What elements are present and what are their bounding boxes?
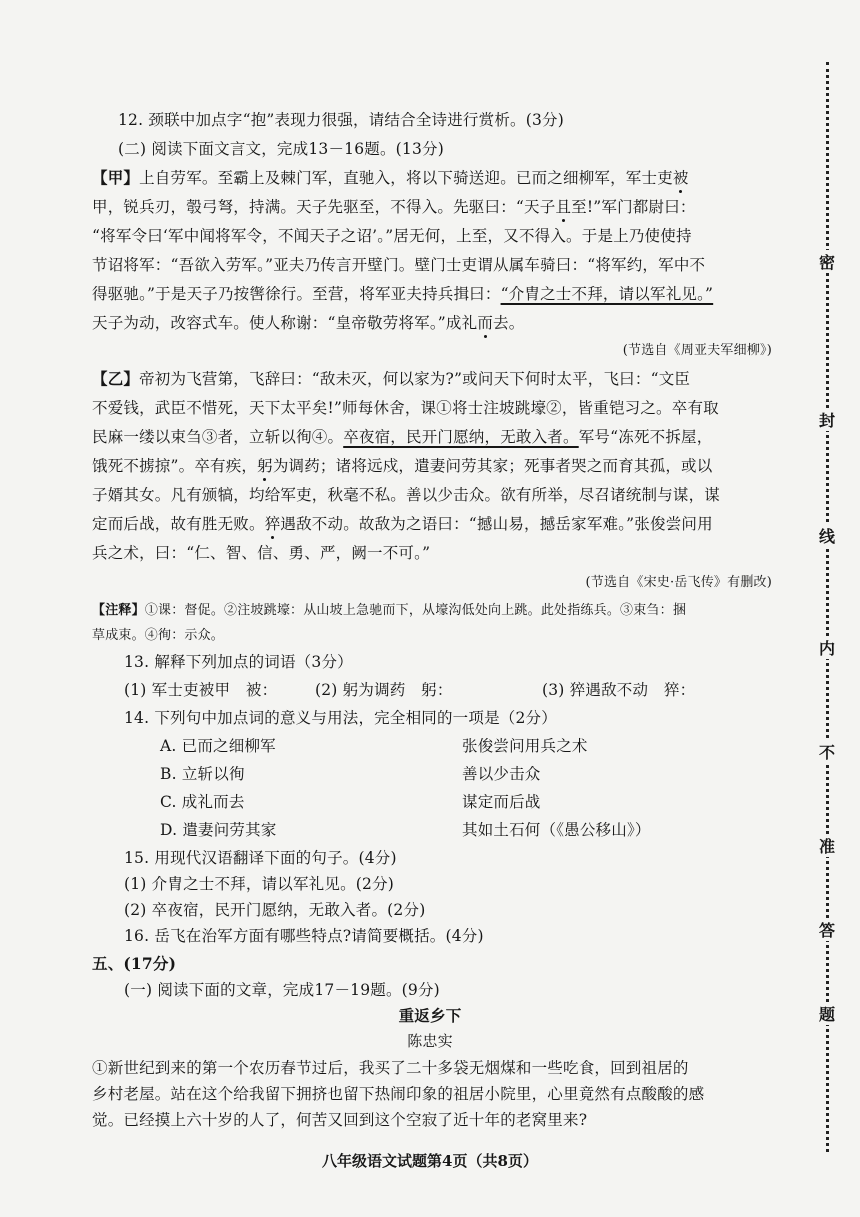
essay-author: 陈忠实 <box>407 1032 453 1050</box>
passage-jia-source: (节选自《周亚夫军细柳》) <box>622 343 772 358</box>
jia-text: 天子为动，改容式车。使人称谢：“皇帝敬劳将军。”成礼 <box>92 314 478 332</box>
underlined-sentence: “介胄之士不拜，请以军礼见。” <box>500 285 714 303</box>
page-footer: 八年级语文试题第4页（共8页） <box>322 1152 538 1170</box>
notes-line-1 <box>92 599 686 618</box>
q14-option-b-right: 善以少击众 <box>462 765 541 783</box>
section-5-sub: (一) 阅读下面的文章，完成17－19题。(9分) <box>124 981 440 999</box>
passage-jia-line-5 <box>92 282 713 304</box>
seal-char: 不 <box>815 740 839 763</box>
passage-yi-line-7: 兵之术，曰：“仁、智、信、勇、严，阙一不可。” <box>92 544 431 562</box>
q14-option-a-right: 张俊尝问用兵之术 <box>462 737 588 755</box>
question-14: 14. 下列句中加点词的意义与用法，完全相同的一项是（2分） <box>124 709 557 727</box>
q14-option-c-left: C. 成礼而去 <box>160 793 245 811</box>
passage-yi-line-2: 不爱钱，武臣不惜死，天下太平矣!”师每休舍，课①将士注坡跳壕②，皆重铠习之。卒有取 <box>92 399 719 417</box>
passage-yi-line-6 <box>92 512 713 534</box>
jia-text: 得驱驰。”于是天子乃按辔徐行。至营，将军亚夫持兵揖曰： <box>92 285 501 303</box>
q13-item-2: (2) 躬为调药 躬： <box>315 681 453 699</box>
passage-yi-line-4 <box>92 454 712 476</box>
passage-yi-line-1 <box>92 367 690 389</box>
dotted-char: 被 <box>673 166 689 188</box>
seal-char: 答 <box>815 918 839 941</box>
jia-text: 上自劳军。至霸上及棘门军，直驰入，将以下骑送迎。已而之细柳军，军士吏 <box>139 169 673 187</box>
section-5-heading: 五、(17分) <box>92 954 177 973</box>
passage-yi-tag: 【乙】 <box>92 369 140 388</box>
passage-yi-source: (节选自《宋史·岳飞传》有删改) <box>585 575 772 590</box>
yi-text: 军号“冻死不拆屋， <box>578 428 713 446</box>
essay-paragraph-1-line-3: 觉。已经摸上六十岁的人了，何苦又回到这个空寂了近十年的老窝里来? <box>92 1111 588 1129</box>
notes-text: ①课：督促。②注坡跳壕：从山坡上急驰而下，从壕沟低处向上跳。此处指练兵。③束刍：捆 <box>144 603 687 618</box>
passage-jia-tag: 【甲】 <box>92 168 140 187</box>
yi-text: 民麻一缕以束刍③者，立斩以徇④。 <box>92 428 344 446</box>
passage-yi-line-3 <box>92 425 712 447</box>
question-16: 16. 岳飞在治军方面有哪些特点?请简要概括。(4分) <box>124 927 484 945</box>
passage-yi-line-5: 子婿其女。凡有颁犒，均给军吏，秋毫不私。善以少击众。欲有所举，尽召诸统制与谋，谋 <box>92 486 721 504</box>
seal-char: 线 <box>815 524 839 547</box>
question-12: 12. 颈联中加点字“抱”表现力很强，请结合全诗进行赏析。(3分) <box>118 111 564 129</box>
yi-text: 为调药；诸将远戍，遣妻问劳其家；死事者哭之而育其孤，或以 <box>272 457 713 475</box>
question-13: 13. 解释下列加点的词语（3分） <box>124 653 353 671</box>
jia-text: 甲，锐兵刃，彀弓弩，持满。天子先驱至，不得入。先驱曰：“天子 <box>92 198 556 216</box>
passage-jia-line-1 <box>92 166 689 188</box>
question-15: 15. 用现代汉语翻译下面的句子。(4分) <box>124 849 397 867</box>
passage-jia-line-6 <box>92 311 524 333</box>
dotted-char: 且 <box>555 195 571 217</box>
yi-text: 遇敌不动。故敌为之语曰：“撼山易，撼岳家军难。”张俊尝问用 <box>280 515 713 533</box>
question-15-2: (2) 卒夜宿，民开门愿纳，无敢入者。(2分) <box>124 901 426 919</box>
dotted-char: 躬 <box>257 454 273 476</box>
binding-dotted-line <box>826 62 829 1152</box>
passage-jia-line-3: “将军令曰‘军中闻将军令，不闻天子之诏’。”居无何，上至，又不得入。于是上乃使使持 <box>92 227 692 245</box>
q14-option-c-right: 谋定而后战 <box>462 793 541 811</box>
jia-text: 去。 <box>493 314 525 332</box>
seal-char: 题 <box>815 1002 839 1025</box>
jia-text: 至!”军门都尉曰： <box>571 198 696 216</box>
yi-text: 帝初为飞营第，飞辞曰：“敌未灭，何以家为?”或问天下何时太平，飞曰：“文臣 <box>139 370 691 388</box>
underlined-sentence: 卒夜宿，民开门愿纳，无敢入者。 <box>343 428 579 446</box>
notes-tag: 【注释】 <box>92 603 145 618</box>
essay-paragraph-1-line-1: ①新世纪到来的第一个农历春节过后，我买了二十多袋无烟煤和一些吃食，回到祖居的 <box>92 1059 689 1077</box>
dotted-char: 猝 <box>265 512 281 534</box>
q14-option-b-left: B. 立斩以徇 <box>160 765 245 783</box>
q13-item-1: (1) 军士吏被甲 被： <box>124 681 278 699</box>
essay-paragraph-1-line-2: 乡村老屋。站在这个给我留下拥挤也留下热闹印象的祖居小院里，心里竟然有点酸酸的感 <box>92 1085 705 1103</box>
seal-char: 内 <box>815 636 839 659</box>
dotted-char: 而 <box>477 311 493 333</box>
seal-char: 密 <box>815 250 839 273</box>
notes-line-2: 草成束。④徇：示众。 <box>92 628 225 643</box>
passage-jia-line-2 <box>92 195 696 217</box>
essay-title: 重返乡下 <box>398 1006 462 1025</box>
yi-text: 饿死不掳掠”。卒有疾， <box>92 457 258 475</box>
question-15-1: (1) 介胄之士不拜，请以军礼见。(2分) <box>124 875 395 893</box>
seal-char: 准 <box>815 834 839 857</box>
q14-option-d-left: D. 遣妻问劳其家 <box>160 821 277 839</box>
q14-option-a-left: A. 已而之细柳军 <box>160 737 276 755</box>
seal-char: 封 <box>815 408 839 431</box>
q13-item-3: (3) 猝遇敌不动 猝： <box>542 681 696 699</box>
passage-jia-line-4: 节诏将军：“吾欲入劳军。”亚夫乃传言开壁门。壁门士吏谓从属车骑曰：“将军约，军中不 <box>92 256 706 274</box>
q14-option-d-right: 其如土石何（《愚公移山》） <box>462 821 651 839</box>
yi-text: 定而后战，故有胜无败。 <box>92 515 265 533</box>
section-2-heading: (二) 阅读下面文言文，完成13－16题。(13分) <box>118 140 444 158</box>
